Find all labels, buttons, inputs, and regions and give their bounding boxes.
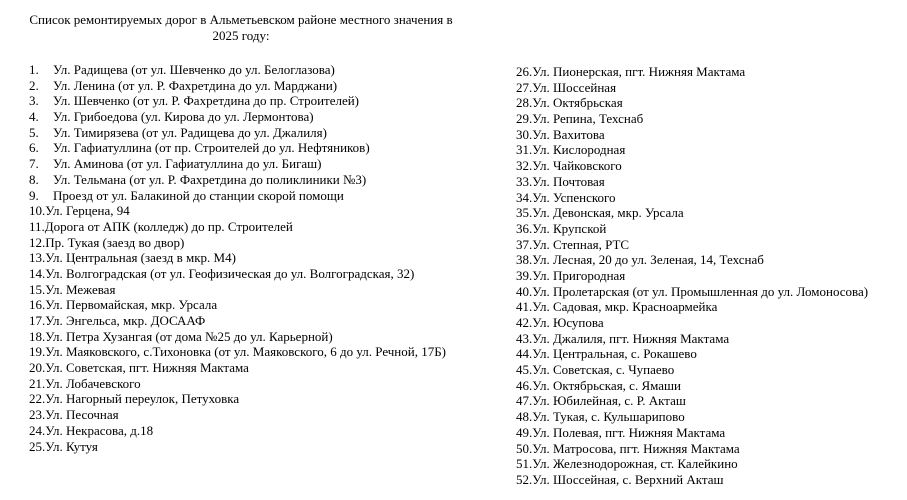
road-item-number: 28. bbox=[516, 95, 533, 111]
title-line-2: 2025 году: bbox=[212, 28, 270, 43]
road-list-item bbox=[516, 237, 904, 253]
road-item-text: Ул. Пролетарская (от ул. Промышленная до ул. Ломоносова) bbox=[532, 283, 869, 299]
road-item-text: Ул. Маяковского, с.Тихоновка (от ул. Маяковского, 6 до ул. Речной, 17Б) bbox=[45, 344, 447, 360]
road-list-item bbox=[516, 95, 904, 111]
road-list-item bbox=[516, 174, 904, 190]
road-item-text: Ул. Советская, с. Чупаево bbox=[532, 362, 675, 378]
road-item-number: 50. bbox=[516, 440, 533, 456]
road-item-number: 8. bbox=[29, 171, 39, 187]
road-list-item bbox=[516, 268, 904, 284]
road-item-number: 19. bbox=[29, 344, 46, 360]
road-list-item bbox=[516, 346, 904, 362]
road-list-item bbox=[29, 376, 499, 392]
road-list-item bbox=[516, 472, 904, 488]
road-list-item bbox=[516, 425, 904, 441]
road-item-number: 52. bbox=[516, 471, 533, 487]
road-list-item bbox=[516, 205, 904, 221]
road-list-item bbox=[29, 93, 499, 109]
road-item-text: Ул. Кислородная bbox=[532, 142, 626, 158]
road-item-number: 21. bbox=[29, 375, 46, 391]
road-item-text: Ул. Крупской bbox=[532, 220, 607, 236]
road-item-number: 23. bbox=[29, 407, 46, 423]
road-list-item bbox=[516, 127, 904, 143]
road-item-number: 32. bbox=[516, 158, 533, 174]
road-item-number: 30. bbox=[516, 126, 533, 142]
road-item-text: Ул. Тимирязева (от ул. Радищева до ул. Джалиля) bbox=[53, 124, 327, 140]
road-item-number: 4. bbox=[29, 109, 39, 125]
road-item-text: Ул. Успенского bbox=[532, 189, 616, 205]
road-item-text: Ул. Юсупова bbox=[532, 315, 604, 330]
road-list-item bbox=[29, 297, 499, 313]
road-item-number: 7. bbox=[29, 156, 39, 172]
road-list-item bbox=[29, 125, 499, 141]
road-item-text: Пр. Тукая (заезд во двор) bbox=[45, 234, 185, 250]
road-item-number: 12. bbox=[29, 234, 46, 250]
road-item-number: 18. bbox=[29, 328, 46, 344]
road-item-text: Ул. Некрасова, д.18 bbox=[45, 422, 154, 438]
road-list-item bbox=[516, 80, 904, 96]
road-item-text: Ул. Юбилейная, с. Р. Акташ bbox=[532, 393, 686, 409]
road-item-number: 45. bbox=[516, 362, 533, 378]
road-item-number: 36. bbox=[516, 220, 533, 236]
road-item-text: Ул. Железнодорожная, ст. Калейкино bbox=[532, 456, 738, 472]
road-item-text: Ул. Октябрьская bbox=[532, 95, 623, 111]
road-item-text: Ул. Тельмана (от ул. Р. Фахретдина до поликлиники №3) bbox=[53, 171, 367, 187]
road-list-item bbox=[516, 111, 904, 127]
road-item-text: Ул. Радищева (от ул. Шевченко до ул. Белоглазова) bbox=[53, 62, 335, 77]
road-list-item bbox=[516, 64, 904, 80]
road-list-item bbox=[29, 344, 499, 360]
road-item-text: Ул. Грибоедова (ул. Кирова до ул. Лермонтова) bbox=[53, 109, 314, 125]
road-list-item bbox=[516, 315, 904, 331]
road-list-item bbox=[29, 282, 499, 298]
road-list-item bbox=[516, 190, 904, 206]
road-item-number: 26. bbox=[516, 64, 533, 79]
road-item-number: 20. bbox=[29, 360, 46, 376]
road-item-number: 34. bbox=[516, 189, 533, 205]
road-item-number: 29. bbox=[516, 111, 533, 127]
road-item-text: Ул. Вахитова bbox=[532, 126, 605, 142]
road-item-text: Ул. Пригородная bbox=[532, 267, 626, 283]
road-list-item bbox=[29, 235, 499, 251]
road-item-number: 37. bbox=[516, 236, 533, 252]
road-item-number: 35. bbox=[516, 205, 533, 221]
road-item-number: 33. bbox=[516, 173, 533, 189]
document-title bbox=[2, 12, 480, 44]
road-list-item bbox=[29, 250, 499, 266]
road-list-item bbox=[516, 456, 904, 472]
road-item-text: Ул. Нагорный переулок, Петуховка bbox=[45, 391, 240, 407]
road-item-number: 3. bbox=[29, 93, 39, 109]
road-item-text: Ул. Полевая, пгт. Нижняя Мактама bbox=[532, 424, 726, 440]
road-item-text: Ул. Петра Хузангая (от дома №25 до ул. Карьерной) bbox=[45, 328, 333, 344]
road-list-item bbox=[29, 423, 499, 439]
road-item-text: Ул. Садовая, мкр. Красноармейка bbox=[532, 299, 718, 315]
road-item-text: Ул. Центральная, с. Рокашево bbox=[532, 346, 697, 362]
road-item-text: Ул. Октябрьская, с. Ямаши bbox=[532, 377, 681, 393]
road-item-number: 43. bbox=[516, 330, 533, 346]
road-list-item bbox=[29, 188, 499, 204]
road-list-item bbox=[516, 158, 904, 174]
road-item-number: 11. bbox=[29, 218, 45, 234]
road-item-number: 25. bbox=[29, 438, 46, 454]
road-item-text: Ул. Степная, РТС bbox=[532, 236, 630, 252]
road-list-item bbox=[29, 391, 499, 407]
road-item-text: Ул. Лобачевского bbox=[45, 375, 141, 391]
road-list-item bbox=[29, 439, 499, 455]
road-list-item bbox=[29, 203, 499, 219]
road-item-text: Ул. Волгоградская (от ул. Геофизическая до ул. Волгоградская, 32) bbox=[45, 265, 415, 281]
road-item-text: Ул. Шоссейная, с. Верхний Акташ bbox=[532, 471, 724, 487]
road-list-item bbox=[516, 331, 904, 347]
road-item-text: Ул. Гафиатуллина (от пр. Строителей до ул. Нефтяников) bbox=[53, 140, 370, 156]
road-item-number: 49. bbox=[516, 424, 533, 440]
road-item-number: 40. bbox=[516, 283, 533, 299]
road-list-item bbox=[516, 362, 904, 378]
road-list-item bbox=[516, 393, 904, 409]
road-list-item bbox=[29, 62, 499, 78]
road-item-number: 38. bbox=[516, 252, 533, 268]
road-item-text: Ул. Кутуя bbox=[45, 438, 98, 454]
road-item-text: Ул. Аминова (от ул. Гафиатуллина до ул. Бигаш) bbox=[53, 156, 322, 172]
road-list-item bbox=[29, 156, 499, 172]
road-item-number: 1. bbox=[29, 62, 39, 77]
road-item-number: 14. bbox=[29, 265, 46, 281]
road-item-number: 13. bbox=[29, 250, 46, 266]
road-list-item bbox=[29, 360, 499, 376]
road-item-text: Ул. Межевая bbox=[45, 281, 116, 297]
road-list-item bbox=[516, 221, 904, 237]
road-list-item bbox=[516, 441, 904, 457]
road-list-item bbox=[29, 266, 499, 282]
road-item-number: 47. bbox=[516, 393, 533, 409]
road-item-text: Проезд от ул. Балакиной до станции скорой помощи bbox=[53, 187, 344, 203]
road-item-text: Ул. Ленина (от ул. Р. Фахретдина до ул. Марджани) bbox=[53, 77, 338, 93]
road-item-number: 31. bbox=[516, 142, 533, 158]
road-item-text: Дорога от АПК (колледж) до пр. Строителей bbox=[44, 218, 293, 234]
roads-list-right bbox=[516, 64, 904, 488]
road-item-text: Ул. Репина, Техснаб bbox=[532, 111, 644, 127]
road-list-item bbox=[29, 407, 499, 423]
road-item-number: 44. bbox=[516, 346, 533, 362]
road-item-number: 9. bbox=[29, 187, 39, 203]
road-item-number: 46. bbox=[516, 377, 533, 393]
road-item-text: Ул. Джалиля, пгт. Нижняя Мактама bbox=[532, 330, 730, 346]
road-list-item bbox=[29, 140, 499, 156]
road-item-number: 48. bbox=[516, 409, 533, 425]
road-item-text: Ул. Центральная (заезд в мкр. М4) bbox=[45, 250, 236, 266]
road-item-number: 17. bbox=[29, 313, 46, 328]
road-item-text: Ул. Матросова, пгт. Нижняя Мактама bbox=[532, 440, 740, 456]
road-item-text: Ул. Герцена, 94 bbox=[45, 203, 130, 219]
road-item-text: Ул. Первомайская, мкр. Урсала bbox=[45, 297, 218, 313]
road-list-item bbox=[29, 219, 499, 235]
title-line-1: Список ремонтируемых дорог в Альметьевском районе местного значения в bbox=[29, 12, 453, 27]
road-item-text: Ул. Лесная, 20 до ул. Зеленая, 14, Техснаб bbox=[532, 252, 764, 268]
road-item-number: 5. bbox=[29, 124, 39, 140]
road-item-number: 51. bbox=[516, 456, 533, 472]
road-item-text: Ул. Шевченко (от ул. Р. Фахретдина до пр. Строителей) bbox=[53, 93, 360, 109]
road-item-number: 10. bbox=[29, 203, 46, 219]
road-item-number: 15. bbox=[29, 281, 46, 297]
road-item-text: Ул. Чайковского bbox=[532, 158, 622, 174]
road-list-item bbox=[516, 142, 904, 158]
road-item-text: Ул. Песочная bbox=[45, 407, 119, 423]
road-item-number: 42. bbox=[516, 315, 533, 330]
road-list-item bbox=[516, 299, 904, 315]
road-list-item bbox=[29, 109, 499, 125]
road-item-text: Ул. Энгельса, мкр. ДОСААФ bbox=[45, 313, 206, 328]
road-item-text: Ул. Пионерская, пгт. Нижняя Мактама bbox=[532, 64, 746, 79]
road-list-item bbox=[29, 313, 499, 329]
road-item-number: 6. bbox=[29, 140, 39, 156]
road-item-number: 22. bbox=[29, 391, 46, 407]
road-item-text: Ул. Тукая, с. Кульшарипово bbox=[532, 409, 685, 425]
road-item-text: Ул. Почтовая bbox=[532, 173, 605, 189]
road-item-text: Ул. Шоссейная bbox=[532, 79, 617, 95]
road-list-item bbox=[29, 329, 499, 345]
road-list-item bbox=[516, 409, 904, 425]
road-item-text: Ул. Советская, пгт. Нижняя Мактама bbox=[45, 360, 249, 376]
roads-list-left bbox=[29, 62, 499, 454]
road-item-number: 2. bbox=[29, 77, 39, 93]
road-list-item bbox=[29, 172, 499, 188]
road-item-number: 24. bbox=[29, 422, 46, 438]
road-item-text: Ул. Девонская, мкр. Урсала bbox=[532, 205, 684, 221]
road-list-item bbox=[516, 284, 904, 300]
road-item-number: 41. bbox=[516, 299, 533, 315]
road-list-item bbox=[516, 378, 904, 394]
road-item-number: 16. bbox=[29, 297, 46, 313]
road-item-number: 27. bbox=[516, 79, 533, 95]
road-list-item bbox=[516, 252, 904, 268]
road-item-number: 39. bbox=[516, 267, 533, 283]
road-list-item bbox=[29, 78, 499, 94]
